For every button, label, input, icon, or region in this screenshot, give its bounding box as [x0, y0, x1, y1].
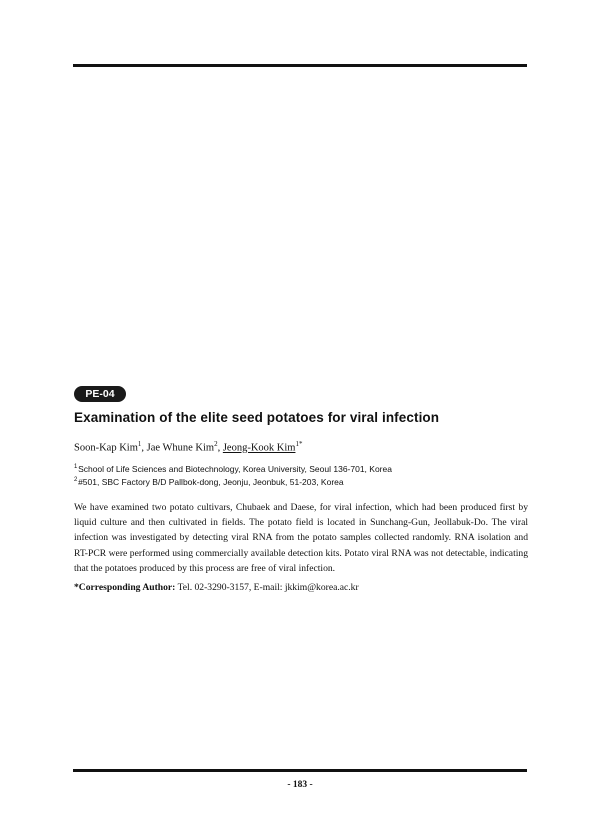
affiliation-line — [74, 477, 344, 487]
affiliation-text: School of Life Sciences and Biotechnology, Korea University, Seoul 136-701, Korea — [78, 464, 392, 474]
author-affiliation-mark: 1* — [295, 440, 303, 448]
affiliation-mark: 1 — [74, 464, 78, 471]
corresponding-author-line — [74, 582, 359, 593]
corresponding-author-name: Jeong-Kook Kim — [222, 442, 296, 454]
affiliation-line — [74, 464, 392, 474]
corresponding-label: *Corresponding Author: — [74, 582, 176, 593]
page-number: - 183 - — [287, 780, 313, 790]
affiliation-text: #501, SBC Factory B/D Pallbok-dong, Jeonju, Jeonbuk, 51-203, Korea — [78, 477, 344, 487]
paper-title: Examination of the elite seed potatoes for viral infection — [74, 410, 440, 425]
author-separator: , — [141, 442, 147, 454]
footer-rule — [73, 769, 527, 772]
author-affiliation-mark: 2 — [214, 440, 218, 448]
author-name: Soon-Kap Kim — [74, 442, 138, 454]
corresponding-contact: Tel. 02-3290-3157, E-mail: jkkim@korea.ac.kr — [175, 582, 359, 593]
abstract-id-badge: PE-04 — [74, 386, 126, 402]
author-separator: , — [217, 442, 223, 454]
author-list — [74, 440, 302, 454]
author-name: Jae Whune Kim — [146, 442, 215, 454]
abstract-body: We have examined two potato cultivars, Chubaek and Daese, for viral infection, which had been produced first by liquid culture and then cultivated in fields. The potato field is located in Sunchang-Gun, Jeollabuk-Do. The viral infection was investigated by detecting viral RNA from the potato samples collected randomly. RNA isolation and RT-PCR were performed using commercially available detection kits. Potato viral RNA was not detectable, indicating that the potatoes produced by this process are free of viral infection. — [74, 502, 528, 574]
author-affiliation-mark: 1 — [137, 440, 142, 448]
affiliation-mark: 2 — [74, 477, 78, 484]
header-rule — [73, 64, 527, 67]
